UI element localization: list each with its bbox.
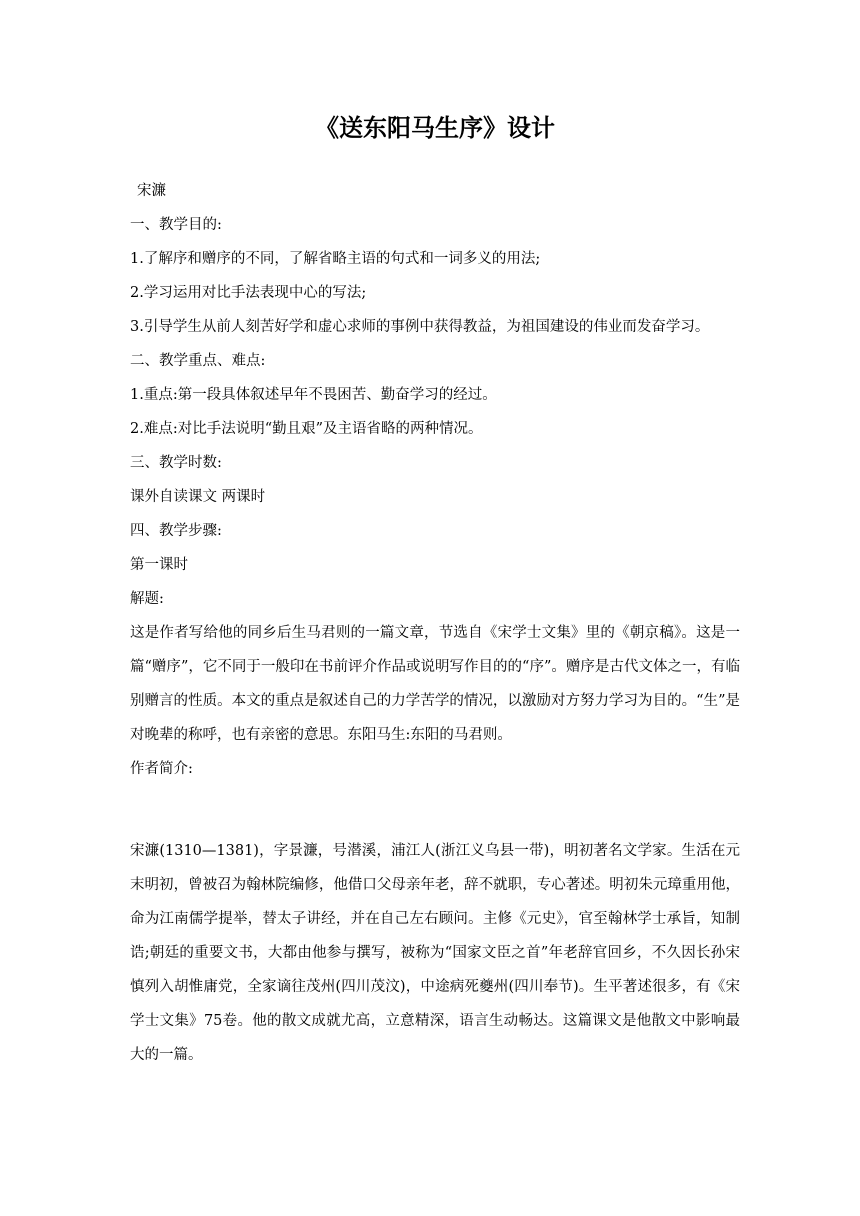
bio-paragraph: 宋濂(1310—1381)，字景濂，号潜溪，浦江人(浙江义乌县一带)，明初著名文学家。生活在元末明初，曾被召为翰林院编修，他借口父母亲年老，辞不就职，专心著述。明初朱元璋重用他，命为江南儒学提举，替太子讲经，并在自己左右顾问。主修《元史》，官至翰林学士承旨，知制诰;朝廷的重要文书，大都由他参与撰写，被称为“国家文臣之首”年老辞官回乡，不久因长孙宋慎列入胡惟庸党，全家谪往茂州(四川茂汶)，中途病死夔州(四川奉节)。生平著述很多，有《宋学士文集》75卷。他的散文成就尤高，立意精深，语言生动畅达。这篇课文是他散文中影响最大的一篇。	[130, 843, 740, 1063]
section-heading-goals: 一、教学目的:	[130, 217, 222, 233]
goal-item-2: 2.学习运用对比手法表现中心的写法;	[130, 285, 367, 301]
lesson-label: 第一课时	[130, 557, 188, 573]
blank-spacer	[130, 786, 740, 834]
section-heading-steps: 四、教学步骤:	[130, 523, 222, 539]
document-body	[130, 174, 740, 1072]
key-point-1: 1.重点:第一段具体叙述早年不畏困苦、勤奋学习的经过。	[130, 387, 497, 403]
section-heading-key-points: 二、教学重点、难点:	[130, 353, 266, 369]
goal-item-3: 3.引导学生从前人刻苦好学和虚心求师的事例中获得教益，为祖国建设的伟业而发奋学习。	[130, 319, 710, 335]
intro-heading: 解题:	[130, 591, 164, 607]
hours-text: 课外自读课文 两课时	[130, 489, 266, 505]
goal-item-1: 1.了解序和赠序的不同，了解省略主语的句式和一词多义的用法;	[130, 251, 541, 267]
document-title: 《送东阳马生序》设计	[315, 113, 555, 142]
intro-paragraph: 这是作者写给他的同乡后生马君则的一篇文章，节选自《宋学士文集》里的《朝京稿》。这是一篇“赠序”，它不同于一般印在书前评介作品或说明写作目的的“序”。赠序是古代文体之一，有临别赠言的性质。本文的重点是叙述自己的力学苦学的情况，以激励对方努力学习为目的。“生”是对晚辈的称呼，也有亲密的意思。东阳马生:东阳的马君则。	[130, 625, 740, 743]
section-heading-hours: 三、教学时数:	[130, 455, 222, 471]
bio-heading: 作者简介:	[130, 761, 193, 777]
key-point-2: 2.难点:对比手法说明“勤且艰”及主语省略的两种情况。	[130, 421, 483, 437]
author-name: 宋濂	[137, 183, 166, 199]
